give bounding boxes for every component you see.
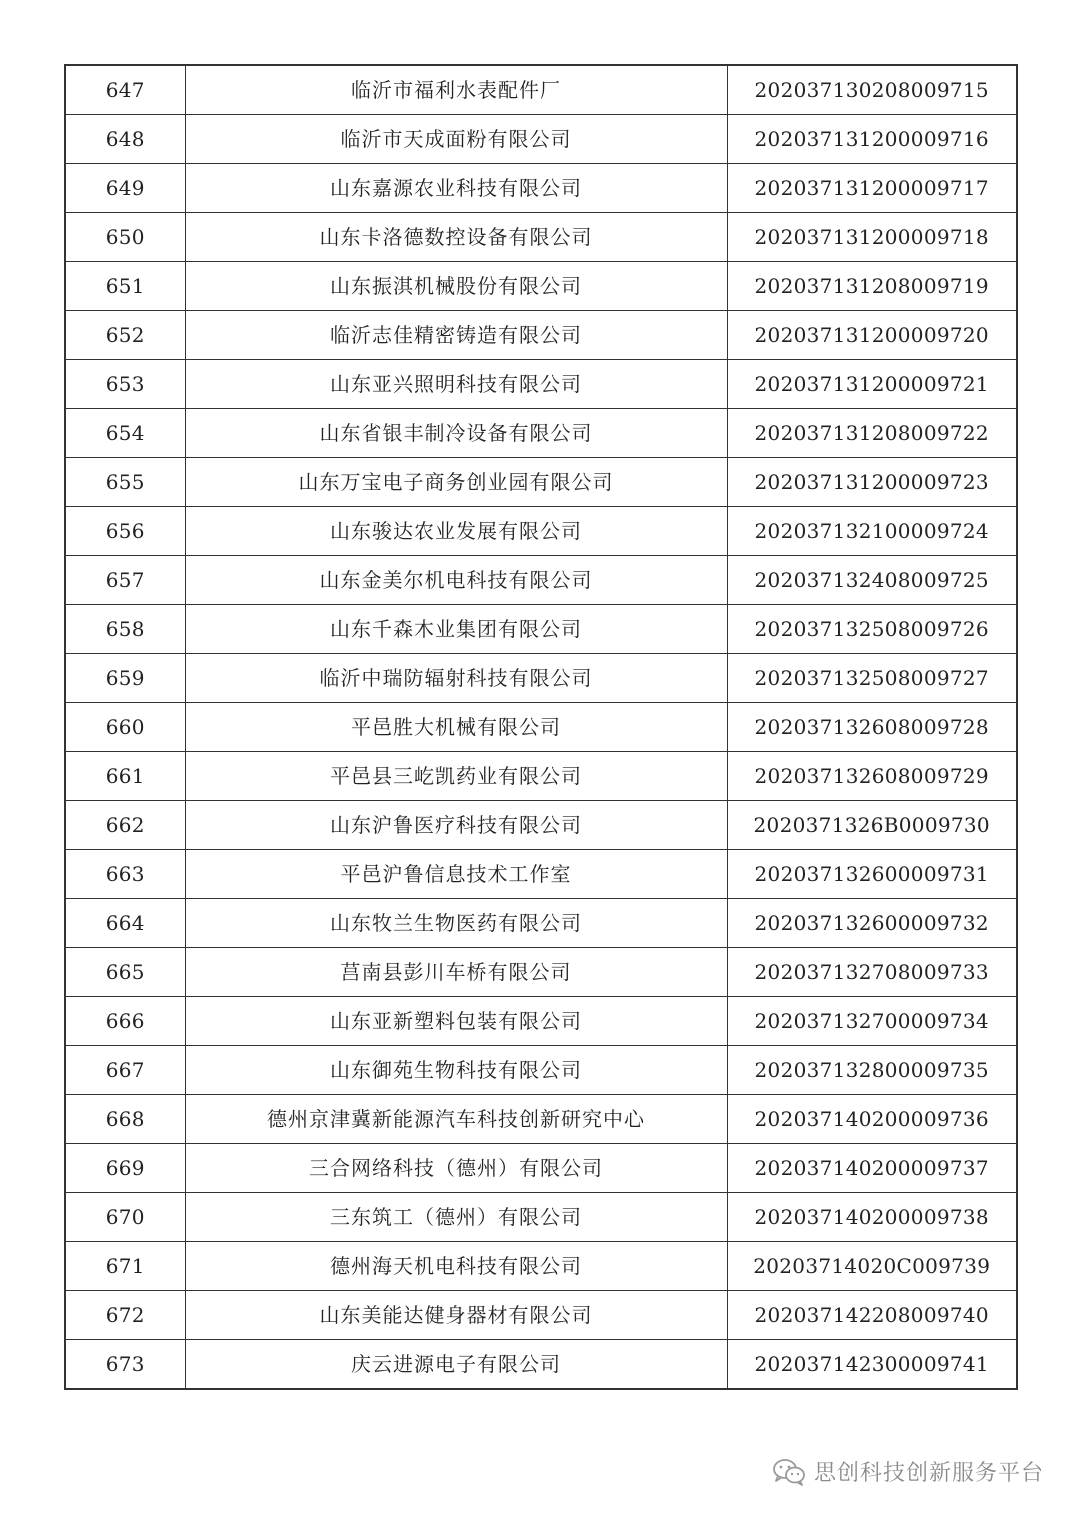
table-row bbox=[65, 948, 1017, 997]
row-code-cell: 202037131200009717 bbox=[727, 164, 1017, 213]
table-row bbox=[65, 311, 1017, 360]
table-row bbox=[65, 899, 1017, 948]
row-code-cell: 202037132100009724 bbox=[727, 507, 1017, 556]
row-seq-cell: 647 bbox=[65, 65, 185, 115]
row-code-cell: 202037132508009726 bbox=[727, 605, 1017, 654]
row-seq-cell: 650 bbox=[65, 213, 185, 262]
row-seq-cell: 664 bbox=[65, 899, 185, 948]
row-seq-cell: 656 bbox=[65, 507, 185, 556]
table-row bbox=[65, 65, 1017, 115]
row-company-name-cell: 山东御苑生物科技有限公司 bbox=[185, 1046, 727, 1095]
watermark bbox=[772, 1456, 1044, 1487]
row-code-cell: 202037131200009716 bbox=[727, 115, 1017, 164]
row-seq-cell: 649 bbox=[65, 164, 185, 213]
row-code-cell: 202037131200009723 bbox=[727, 458, 1017, 507]
table-row bbox=[65, 262, 1017, 311]
table-row bbox=[65, 507, 1017, 556]
row-seq-cell: 651 bbox=[65, 262, 185, 311]
registry-table bbox=[64, 64, 1018, 1390]
row-seq-cell: 659 bbox=[65, 654, 185, 703]
row-seq-cell: 648 bbox=[65, 115, 185, 164]
row-code-cell: 202037132700009734 bbox=[727, 997, 1017, 1046]
row-code-cell: 2020371326B0009730 bbox=[727, 801, 1017, 850]
row-code-cell: 202037130208009715 bbox=[727, 65, 1017, 115]
table-row bbox=[65, 654, 1017, 703]
table-row bbox=[65, 556, 1017, 605]
row-company-name-cell: 山东金美尔机电科技有限公司 bbox=[185, 556, 727, 605]
table-row bbox=[65, 1340, 1017, 1390]
row-company-name-cell: 三东筑工（德州）有限公司 bbox=[185, 1193, 727, 1242]
table-row bbox=[65, 409, 1017, 458]
row-code-cell: 202037132708009733 bbox=[727, 948, 1017, 997]
row-company-name-cell: 山东牧兰生物医药有限公司 bbox=[185, 899, 727, 948]
row-company-name-cell: 平邑胜大机械有限公司 bbox=[185, 703, 727, 752]
row-seq-cell: 660 bbox=[65, 703, 185, 752]
row-company-name-cell: 山东万宝电子商务创业园有限公司 bbox=[185, 458, 727, 507]
row-company-name-cell: 山东美能达健身器材有限公司 bbox=[185, 1291, 727, 1340]
row-company-name-cell: 临沂市福利水表配件厂 bbox=[185, 65, 727, 115]
registry-table-body bbox=[65, 65, 1017, 1389]
row-code-cell: 20203714020C009739 bbox=[727, 1242, 1017, 1291]
row-code-cell: 202037131200009721 bbox=[727, 360, 1017, 409]
row-company-name-cell: 庆云进源电子有限公司 bbox=[185, 1340, 727, 1390]
row-company-name-cell: 山东沪鲁医疗科技有限公司 bbox=[185, 801, 727, 850]
row-seq-cell: 670 bbox=[65, 1193, 185, 1242]
row-company-name-cell: 德州海天机电科技有限公司 bbox=[185, 1242, 727, 1291]
row-company-name-cell: 平邑县三屹凯药业有限公司 bbox=[185, 752, 727, 801]
row-code-cell: 202037132800009735 bbox=[727, 1046, 1017, 1095]
row-company-name-cell: 山东振淇机械股份有限公司 bbox=[185, 262, 727, 311]
table-row bbox=[65, 115, 1017, 164]
table-row bbox=[65, 1046, 1017, 1095]
row-code-cell: 202037131208009722 bbox=[727, 409, 1017, 458]
row-code-cell: 202037132608009729 bbox=[727, 752, 1017, 801]
wechat-icon bbox=[772, 1458, 806, 1486]
row-company-name-cell: 山东省银丰制冷设备有限公司 bbox=[185, 409, 727, 458]
row-code-cell: 202037140200009737 bbox=[727, 1144, 1017, 1193]
table-row bbox=[65, 1144, 1017, 1193]
row-seq-cell: 652 bbox=[65, 311, 185, 360]
table-row bbox=[65, 213, 1017, 262]
row-code-cell: 202037132508009727 bbox=[727, 654, 1017, 703]
row-company-name-cell: 莒南县彭川车桥有限公司 bbox=[185, 948, 727, 997]
row-seq-cell: 667 bbox=[65, 1046, 185, 1095]
row-company-name-cell: 德州京津冀新能源汽车科技创新研究中心 bbox=[185, 1095, 727, 1144]
row-seq-cell: 657 bbox=[65, 556, 185, 605]
row-code-cell: 202037131200009718 bbox=[727, 213, 1017, 262]
row-seq-cell: 668 bbox=[65, 1095, 185, 1144]
row-company-name-cell: 山东骏达农业发展有限公司 bbox=[185, 507, 727, 556]
table-row bbox=[65, 752, 1017, 801]
table-row bbox=[65, 1242, 1017, 1291]
row-code-cell: 202037132600009732 bbox=[727, 899, 1017, 948]
row-seq-cell: 654 bbox=[65, 409, 185, 458]
row-code-cell: 202037132608009728 bbox=[727, 703, 1017, 752]
row-seq-cell: 663 bbox=[65, 850, 185, 899]
row-seq-cell: 661 bbox=[65, 752, 185, 801]
row-company-name-cell: 临沂市天成面粉有限公司 bbox=[185, 115, 727, 164]
row-company-name-cell: 山东嘉源农业科技有限公司 bbox=[185, 164, 727, 213]
row-seq-cell: 655 bbox=[65, 458, 185, 507]
table-row bbox=[65, 801, 1017, 850]
row-seq-cell: 653 bbox=[65, 360, 185, 409]
table-row bbox=[65, 1193, 1017, 1242]
table-row bbox=[65, 703, 1017, 752]
row-seq-cell: 665 bbox=[65, 948, 185, 997]
row-code-cell: 202037140200009738 bbox=[727, 1193, 1017, 1242]
row-code-cell: 202037140200009736 bbox=[727, 1095, 1017, 1144]
table-row bbox=[65, 164, 1017, 213]
table-row bbox=[65, 605, 1017, 654]
row-company-name-cell: 临沂中瑞防辐射科技有限公司 bbox=[185, 654, 727, 703]
row-company-name-cell: 山东卡洛德数控设备有限公司 bbox=[185, 213, 727, 262]
table-row bbox=[65, 1095, 1017, 1144]
row-company-name-cell: 平邑沪鲁信息技术工作室 bbox=[185, 850, 727, 899]
row-code-cell: 202037131208009719 bbox=[727, 262, 1017, 311]
table-row bbox=[65, 458, 1017, 507]
watermark-text: 思创科技创新服务平台 bbox=[813, 1461, 1044, 1486]
row-company-name-cell: 三合网络科技（德州）有限公司 bbox=[185, 1144, 727, 1193]
row-seq-cell: 673 bbox=[65, 1340, 185, 1390]
row-code-cell: 202037142300009741 bbox=[727, 1340, 1017, 1390]
row-code-cell: 202037131200009720 bbox=[727, 311, 1017, 360]
row-company-name-cell: 山东亚新塑料包装有限公司 bbox=[185, 997, 727, 1046]
row-seq-cell: 658 bbox=[65, 605, 185, 654]
row-code-cell: 202037142208009740 bbox=[727, 1291, 1017, 1340]
row-seq-cell: 666 bbox=[65, 997, 185, 1046]
row-company-name-cell: 山东亚兴照明科技有限公司 bbox=[185, 360, 727, 409]
table-row bbox=[65, 850, 1017, 899]
row-seq-cell: 662 bbox=[65, 801, 185, 850]
row-seq-cell: 669 bbox=[65, 1144, 185, 1193]
table-row bbox=[65, 360, 1017, 409]
row-company-name-cell: 山东千森木业集团有限公司 bbox=[185, 605, 727, 654]
row-code-cell: 202037132600009731 bbox=[727, 850, 1017, 899]
table-row bbox=[65, 997, 1017, 1046]
row-code-cell: 202037132408009725 bbox=[727, 556, 1017, 605]
row-seq-cell: 672 bbox=[65, 1291, 185, 1340]
table-row bbox=[65, 1291, 1017, 1340]
row-company-name-cell: 临沂志佳精密铸造有限公司 bbox=[185, 311, 727, 360]
row-seq-cell: 671 bbox=[65, 1242, 185, 1291]
